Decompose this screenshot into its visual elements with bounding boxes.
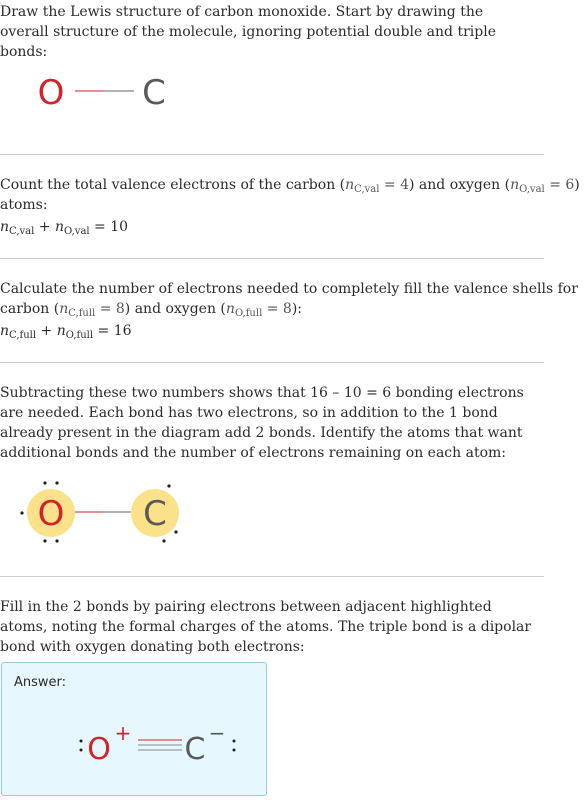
atom-c-label: C [142, 73, 166, 113]
electron-dot [20, 511, 23, 514]
step-4-text: Subtracting these two numbers shows that 16 – 10 = 6 bonding electrons are needed. Each bond has two electrons, so in addition to the 1 bond already present in the diagram add 2 bonds. Identify the atoms that want additional bonds and the number of electrons remaining on each atom: [0, 385, 524, 461]
atom-c-label: C [143, 494, 167, 534]
separator [0, 258, 544, 259]
answer-box [1, 662, 267, 796]
separator [0, 362, 544, 363]
separator [0, 154, 544, 155]
atom-o-label: O [37, 73, 65, 113]
step-2-equation: $n_{C,val} + n_{O,val} = 10$ [0, 219, 129, 237]
electron-dot [55, 539, 58, 542]
electron-dot [162, 539, 165, 542]
separator [0, 576, 544, 577]
step-1-text: Draw the Lewis structure of carbon monoxide. Start by drawing the overall structure of the molecule, ignoring potential double and triple bonds: [0, 4, 496, 60]
step-3-equation: $n_{C,full} + n_{O,full} = 16$ [0, 323, 132, 341]
atom-o-label: O [87, 732, 111, 767]
step-3-line-2: carbon $(n_{C,full} = 8)$ and oxygen $(n_{O,full} = 8)$: [0, 301, 303, 319]
step-5-text: Fill in the 2 bonds by pairing electrons between adjacent highlighted atoms, noting the formal charges of the atoms. The triple bond is a dipolar bond with oxygen donating both electrons: [0, 599, 532, 655]
charge-plus: + [114, 721, 132, 745]
step-3-line-1: Calculate the number of electrons needed to completely fill the valence shells for [0, 281, 578, 297]
step-2-line-2: atoms: [0, 197, 48, 213]
electron-dot [80, 740, 83, 743]
final-structure [2, 663, 266, 795]
charge-minus: − [208, 721, 226, 745]
atom-c-label: C [184, 732, 206, 767]
atom-o-label: O [37, 494, 65, 534]
electron-dot [174, 530, 177, 533]
electron-dot [233, 749, 236, 752]
answer-label: Answer: [14, 675, 67, 690]
structure-diagram-highlighted [0, 470, 544, 560]
electron-dot [80, 749, 83, 752]
step-2-line-1: Count the total valence electrons of the carbon $(n_{C,val} = 4)$ and oxygen $(n_{O,val} = 6)$ [0, 177, 580, 195]
electron-dot [233, 740, 236, 743]
electron-dot [167, 484, 170, 487]
electron-dot [43, 539, 46, 542]
electron-dot [43, 481, 46, 484]
structure-diagram-initial [0, 0, 544, 150]
electron-dot [55, 481, 58, 484]
